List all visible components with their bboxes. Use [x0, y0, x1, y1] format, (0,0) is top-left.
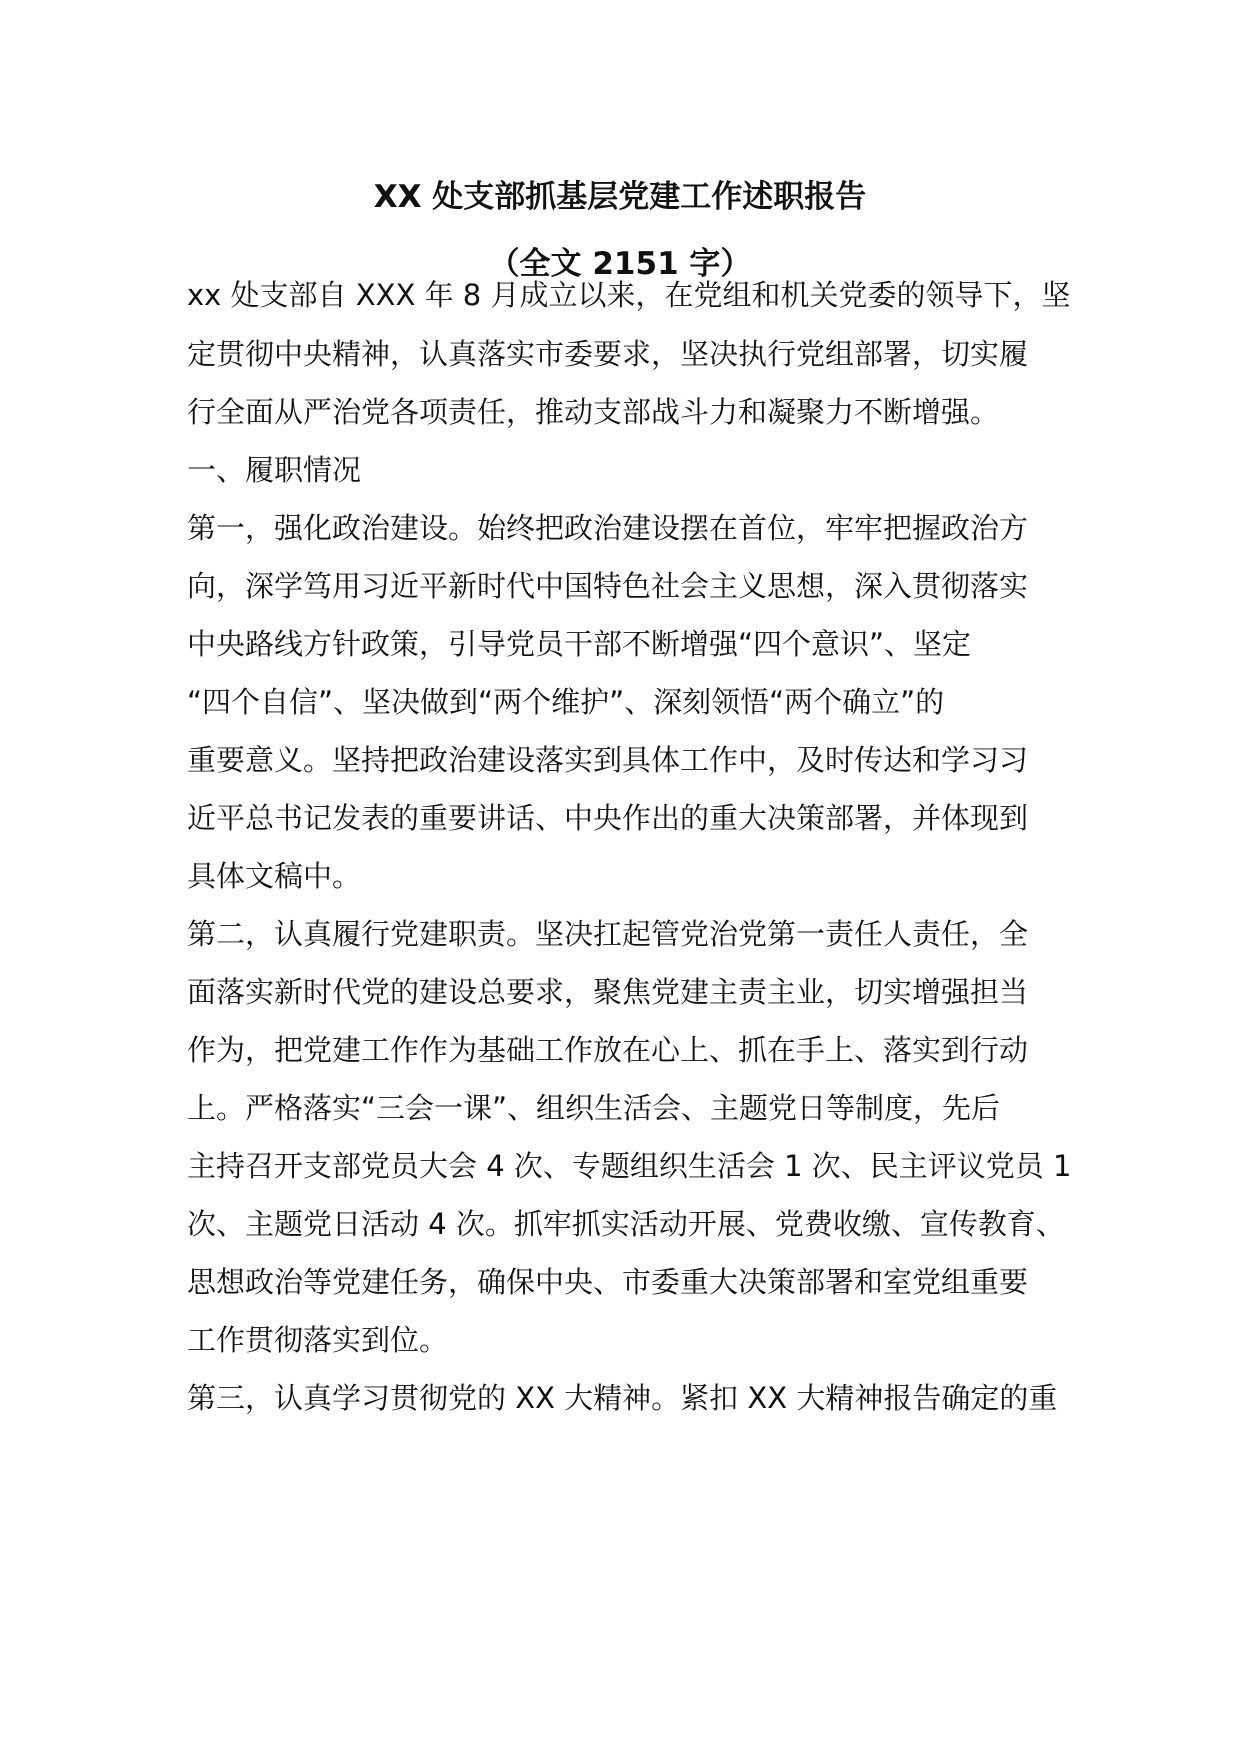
body-line: “四个自信”、坚决做到“两个维护”、深刻领悟“两个确立”的: [187, 685, 945, 719]
document-subtitle: （全文 2151 字）: [488, 246, 752, 282]
body-line: 上。严格落实“三会一课”、组织生活会、主题党日等制度，先后: [187, 1091, 1001, 1125]
body-line: 主持召开支部党员大会 4 次、专题组织生活会 1 次、民主评议党员 1: [187, 1149, 1072, 1183]
body-line: 作为，把党建工作作为基础工作放在心上、抓在手上、落实到行动: [187, 1033, 1029, 1067]
body-line: xx 处支部自 XXX 年 8 月成立以来，在党组和机关党委的领导下，坚: [187, 278, 1071, 312]
body-line: 中央路线方针政策，引导党员干部不断增强“四个意识”、坚定: [187, 627, 972, 661]
body-line: 定贯彻中央精神，认真落实市委要求，坚决执行党组部署，切实履: [187, 337, 1029, 371]
section-heading: 一、履职情况: [187, 453, 362, 487]
body-line: 行全面从严治党各项责任，推动支部战斗力和凝聚力不断增强。: [187, 395, 1000, 429]
body-line: 第三，认真学习贯彻党的 XX 大精神。紧扣 XX 大精神报告确定的重: [187, 1381, 1058, 1415]
body-line: 近平总书记发表的重要讲话、中央作出的重大决策部署，并体现到: [187, 801, 1029, 835]
body-line: 工作贯彻落实到位。: [187, 1323, 449, 1357]
body-line: 第二，认真履行党建职责。坚决扛起管党治党第一责任人责任，全: [187, 917, 1029, 951]
body-line: 重要意义。坚持把政治建设落实到具体工作中，及时传达和学习习: [187, 743, 1029, 777]
body-line: 第一，强化政治建设。始终把政治建设摆在首位，牢牢把握政治方: [187, 511, 1029, 545]
body-line: 面落实新时代党的建设总要求，聚焦党建主责主业，切实增强担当: [187, 975, 1029, 1009]
body-line: 具体文稿中。: [187, 859, 362, 893]
body-line: 向，深学笃用习近平新时代中国特色社会主义思想，深入贯彻落实: [187, 569, 1029, 603]
body-line: 次、主题党日活动 4 次。抓牢抓实活动开展、党费收缴、宣传教育、: [187, 1207, 1065, 1241]
document-title: XX 处支部抓基层党建工作述职报告: [373, 179, 867, 215]
body-line: 思想政治等党建任务，确保中央、市委重大决策部署和室党组重要: [187, 1265, 1029, 1299]
